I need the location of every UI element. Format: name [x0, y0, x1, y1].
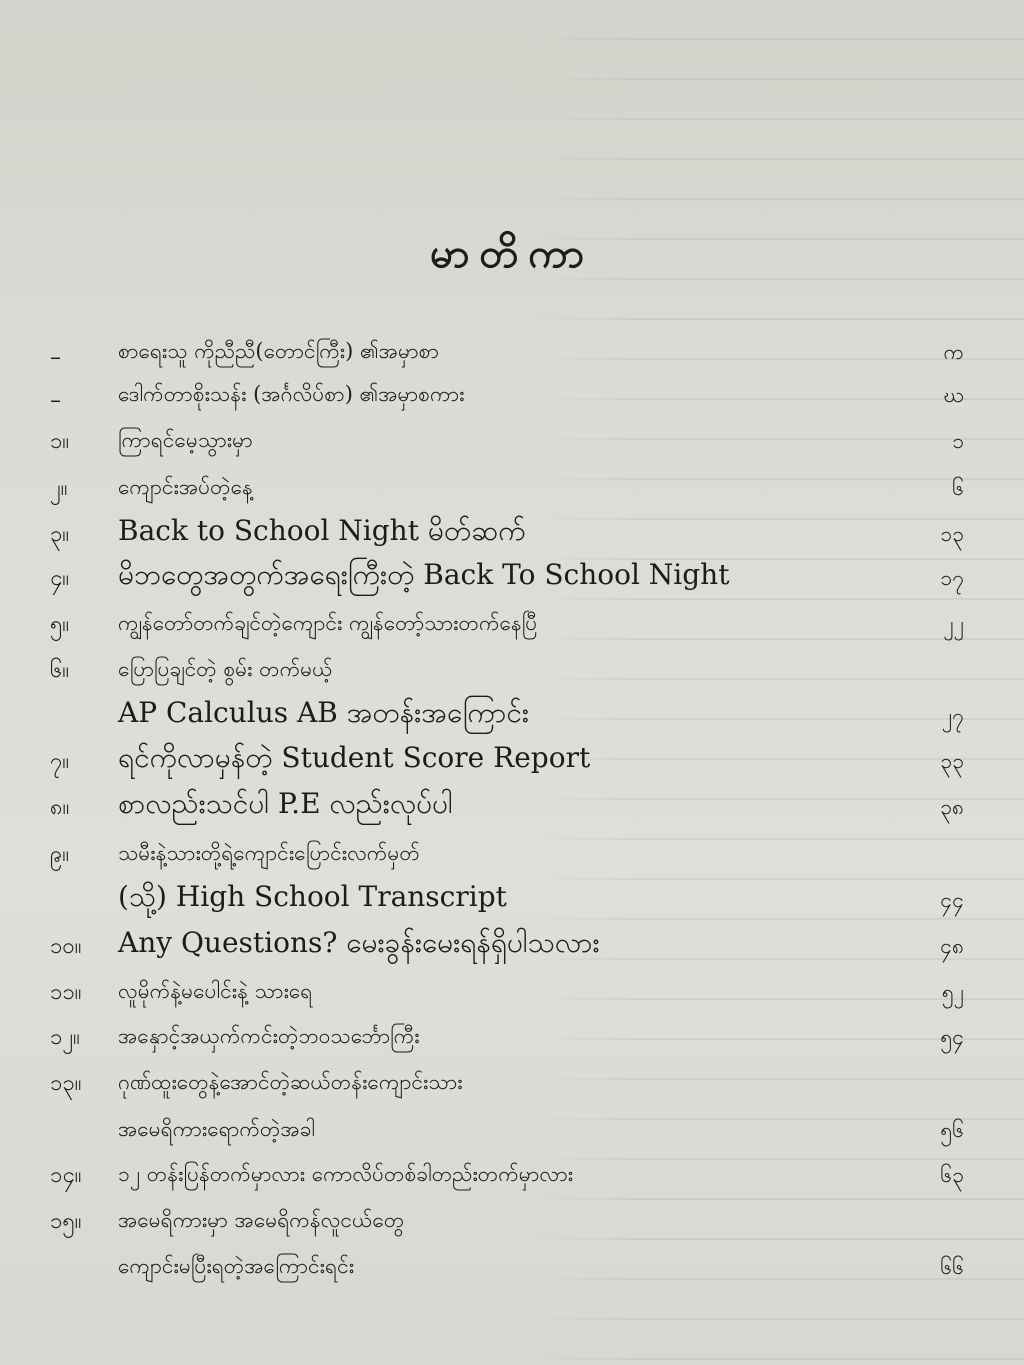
- toc-entry: [0, 1159, 1024, 1199]
- entry-title: အမေရိကားမှာ အမေရိကန်လူငယ်တွေ: [118, 1208, 405, 1232]
- entry-title: ရင်ကိုလာမှန်တဲ့ Student Score Report: [118, 741, 591, 774]
- entry-title: ပြောပြချင်တဲ့ စွမ်း တက်မယ့်: [118, 657, 333, 681]
- toc-entry: [0, 741, 1024, 785]
- entry-page: က: [943, 340, 964, 364]
- entry-number: ၁၃။: [50, 1071, 82, 1096]
- entry-title: ကျွန်တော်တက်ချင်တဲ့ကျောင်း ကျွန်တော့်သားတက်နေပြီ: [118, 611, 538, 635]
- entry-page: ၆၆: [940, 1255, 964, 1279]
- toc-entry: [0, 608, 1024, 648]
- entry-number: ၁၁။: [50, 980, 82, 1005]
- entry-page: ၆: [952, 476, 964, 500]
- entry-number: ၁၀။: [50, 934, 82, 959]
- entry-page: ၁၃: [940, 522, 964, 546]
- toc-entry: [0, 696, 1024, 740]
- toc-entry: [0, 926, 1024, 970]
- toc-entry: [0, 336, 1024, 376]
- entry-page: ၄၈: [940, 934, 964, 958]
- toc-entry: [0, 838, 1024, 878]
- entry-title: Back to School Night မိတ်ဆက်: [118, 514, 526, 547]
- entry-page: ၆၃: [940, 1163, 964, 1187]
- entry-page: ၂၂: [943, 612, 964, 636]
- entry-title: ဂုဏ်ထူးတွေနဲ့အောင်တဲ့ဆယ်တန်းကျောင်းသား: [118, 1070, 463, 1094]
- toc-entry: [0, 654, 1024, 694]
- entry-page: ဃ: [943, 383, 964, 407]
- entry-number: ၃။: [50, 522, 70, 547]
- entry-number: ၅။: [50, 612, 70, 637]
- entry-page: ၄၄: [940, 888, 964, 912]
- entry-number: ၁၂။: [50, 1025, 80, 1050]
- entry-number: –: [50, 388, 61, 413]
- toc-entry: [0, 976, 1024, 1016]
- entry-number: ၁၅။: [50, 1209, 82, 1234]
- toc-entry: [0, 472, 1024, 512]
- entry-title: ကျောင်းမပြီးရတဲ့အကြောင်းရင်း: [118, 1254, 355, 1278]
- entry-title: Any Questions? မေးခွန်းမေးရန်ရှိပါသလား: [118, 926, 600, 959]
- toc-entry: [0, 1251, 1024, 1291]
- entry-title: စာရေးသူ ကိုညီညီ(တောင်ကြီး) ၏အမှာစာ: [118, 339, 440, 363]
- entry-page: ၅၄: [940, 1025, 964, 1049]
- entry-title: ဒေါက်တာစိုးသန်း (အင်္ဂလိပ်စာ) ၏အမှာစကား: [118, 382, 465, 406]
- toc-entry: [0, 1205, 1024, 1245]
- entry-number: ၈။: [50, 795, 70, 820]
- entry-page: ၃၃: [940, 749, 964, 773]
- toc-entry: [0, 425, 1024, 465]
- toc-entry: [0, 1067, 1024, 1107]
- toc-entry: [0, 1114, 1024, 1154]
- entry-number: ၁။: [50, 429, 70, 454]
- entry-number: ၉။: [50, 842, 70, 867]
- entry-number: ၂။: [50, 476, 68, 501]
- entry-page: ၃၈: [940, 795, 964, 819]
- entry-page: ၂၇: [941, 704, 964, 728]
- entry-number: ၁၄။: [50, 1163, 82, 1188]
- entry-page: ၅၆: [940, 1118, 964, 1142]
- toc-entry: [0, 880, 1024, 924]
- entry-title: စာလည်းသင်ပါ P.E လည်းလုပ်ပါ: [118, 787, 453, 820]
- entry-number: –: [50, 345, 61, 370]
- entry-number: ၄။: [50, 566, 70, 591]
- entry-title: (သို့) High School Transcript: [118, 880, 507, 913]
- toc-entry: [0, 558, 1024, 602]
- entry-title: သမီးနဲ့သားတို့ရဲ့ကျောင်းပြောင်းလက်မှတ်: [118, 841, 420, 865]
- toc-entry: [0, 514, 1024, 558]
- entry-number: ၆။: [50, 658, 70, 683]
- entry-title: မိဘတွေအတွက်အရေးကြီးတဲ့ Back To School Night: [118, 558, 730, 591]
- toc-entry: [0, 787, 1024, 831]
- toc-entry: [0, 1021, 1024, 1061]
- entry-number: ၇။: [50, 749, 70, 774]
- entry-title: ကျောင်းအပ်တဲ့နေ့: [118, 475, 253, 499]
- entry-page: ၁၇: [940, 566, 964, 590]
- entry-title: ၁၂ တန်းပြန်တက်မှာလား ကောလိပ်တစ်ခါတည်းတက်မှာလား: [118, 1162, 574, 1186]
- entry-page: ၅၂: [941, 980, 964, 1004]
- toc-entry: [0, 379, 1024, 419]
- entry-page: ၁: [952, 429, 964, 453]
- page-title: မာတိကာ: [430, 230, 594, 277]
- entry-title: လူမိုက်နဲ့မပေါင်းနဲ့ သားရေ: [118, 979, 313, 1003]
- entry-title: ကြာရင်မေ့သွားမှာ: [118, 428, 253, 452]
- entry-title: အမေရိကားရောက်တဲ့အခါ: [118, 1117, 316, 1141]
- entry-title: အနှောင့်အယှက်ကင်းတဲ့ဘဝသင်္ဘောကြီး: [118, 1024, 420, 1048]
- entry-title: AP Calculus AB အတန်းအကြောင်း: [118, 696, 529, 729]
